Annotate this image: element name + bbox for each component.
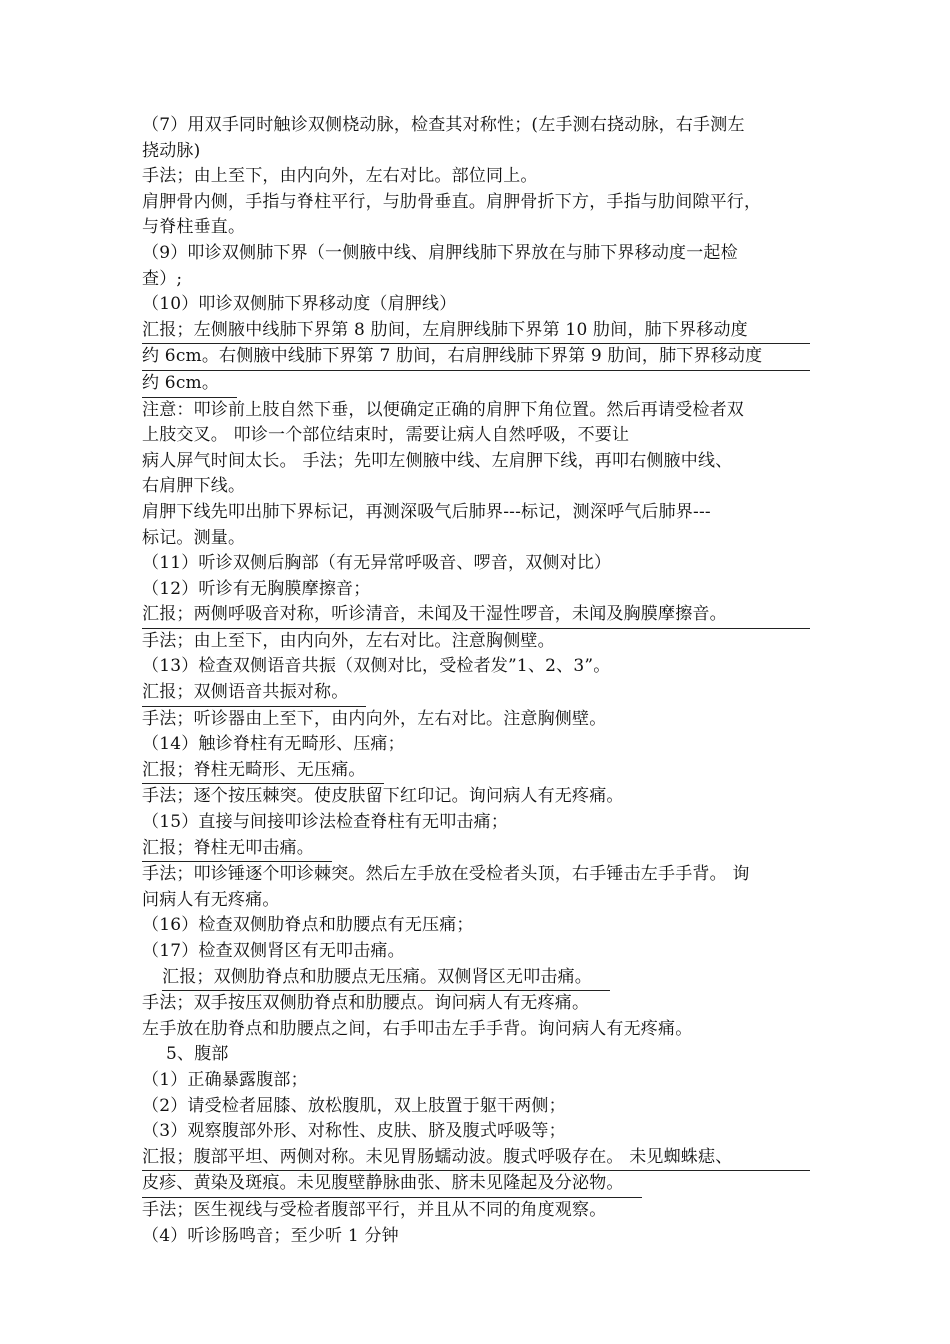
report-line: 汇报；脊柱无畸形、无压痛。 (142, 758, 384, 785)
report-line: 约 6cm。右侧腋中线肺下界第 7 肋间，右肩胛线肺下界第 9 肋间，肺下界移动度 (142, 344, 810, 371)
text-line: 手法；由上至下，由内向外，左右对比。注意胸侧壁。 (142, 630, 555, 651)
report-line: 汇报；腹部平坦、两侧对称。未见胃肠蠕动波。腹式呼吸存在。 未见蜘蛛痣、 (142, 1145, 810, 1172)
text-line: 上肢交叉。 叩诊一个部位结束时，需要让病人自然呼吸，不要让 (142, 425, 630, 446)
report-line: 汇报；双侧肋脊点和肋腰点无压痛。双侧肾区无叩击痛。 (162, 965, 610, 992)
text-line: 手法；双手按压双侧肋脊点和肋腰点。询问病人有无疼痛。 (142, 993, 590, 1014)
text-line: 手法；听诊器由上至下，由内向外，左右对比。注意胸侧壁。 (142, 708, 607, 729)
section-heading: 5、腹部 (166, 1044, 229, 1065)
text-line: （13）检查双侧语音共振（双侧对比，受检者发”1、2、3”。 (142, 656, 611, 677)
text-line: 手法；叩诊锤逐个叩诊棘突。然后左手放在受检者头顶，右手锤击左手手背。 询 (142, 864, 750, 885)
document-body (142, 113, 810, 1249)
text-line: （7）用双手同时触诊双侧桡动脉，检查其对称性；(左手测右挠动脉，右手测左 (142, 115, 745, 135)
text-line: （12）听诊有无胸膜摩擦音； (142, 578, 371, 599)
report-line: 汇报；双侧语音共振对称。 (142, 680, 366, 707)
text-line: 手法；由上至下，由内向外，左右对比。部位同上。 (142, 166, 538, 187)
text-line: 肩胛骨内侧，手指与脊柱平行，与肋骨垂直。肩胛骨折下方，手指与肋间隙平行， (142, 191, 762, 212)
text-line: （17）检查双侧肾区有无叩击痛。 (142, 941, 405, 961)
text-line: （1）正确暴露腹部； (142, 1069, 308, 1090)
text-line: 挠动脉) (142, 140, 201, 161)
text-line: （14）触诊脊柱有无畸形、压痛； (142, 734, 405, 755)
report-line: 约 6cm。 (142, 371, 237, 398)
text-line: 左手放在肋脊点和肋腰点之间，右手叩击左手手背。询问病人有无疼痛。 (142, 1018, 693, 1039)
text-line: 手法；逐个按压棘突。使皮肤留下红印记。询问病人有无疼痛。 (142, 786, 624, 807)
text-line: （4）听诊肠鸣音；至少听 1 分钟 (142, 1225, 399, 1246)
report-line: 皮疹、黄染及斑痕。未见腹壁静脉曲张、脐未见隆起及分泌物。 (142, 1171, 642, 1198)
text-line: 病人屏气时间太长。 手法；先叩左侧腋中线、左肩胛下线，再叩右侧腋中线、 (142, 450, 733, 471)
text-line: （3）观察腹部外形、对称性、皮肤、脐及腹式呼吸等； (142, 1121, 566, 1142)
report-line: 汇报；左侧腋中线肺下界第 8 肋间，左肩胛线肺下界第 10 肋间，肺下界移动度 (142, 318, 810, 345)
text-line: 右肩胛下线。 (142, 476, 246, 497)
text-line: 手法；医生视线与受检者腹部平行，并且从不同的角度观察。 (142, 1199, 607, 1220)
text-line: （9）叩诊双侧肺下界（一侧腋中线、肩胛线肺下界放在与肺下界移动度一起检 (142, 242, 738, 263)
text-line: 标记。测量。 (142, 527, 246, 548)
text-line: （16）检查双侧肋脊点和肋腰点有无压痛； (142, 915, 474, 936)
text-line: （15）直接与间接叩诊法检查脊柱有无叩击痛； (142, 812, 509, 833)
text-line: 肩胛下线先叩出肺下界标记，再测深吸气后肺界---标记，测深呼气后肺界--- (142, 501, 711, 522)
text-line: 与脊柱垂直。 (142, 217, 246, 238)
text-line: 查）; (142, 268, 183, 289)
text-line: （11）听诊双侧后胸部（有无异常呼吸音、啰音，双侧对比） (142, 553, 612, 574)
text-line: （10）叩诊双侧肺下界移动度（肩胛线） (142, 294, 457, 315)
text-line: 注意：叩诊前上肢自然下垂，以便确定正确的肩胛下角位置。然后再请受检者双 (142, 399, 744, 420)
report-line: 汇报；两侧呼吸音对称，听诊清音，未闻及干湿性啰音，未闻及胸膜摩擦音。 (142, 602, 810, 629)
report-line: 汇报；脊柱无叩击痛。 (142, 836, 332, 863)
text-line: （2）请受检者屈膝、放松腹肌，双上肢置于躯干两侧； (142, 1095, 566, 1116)
text-line: 问病人有无疼痛。 (142, 889, 280, 910)
